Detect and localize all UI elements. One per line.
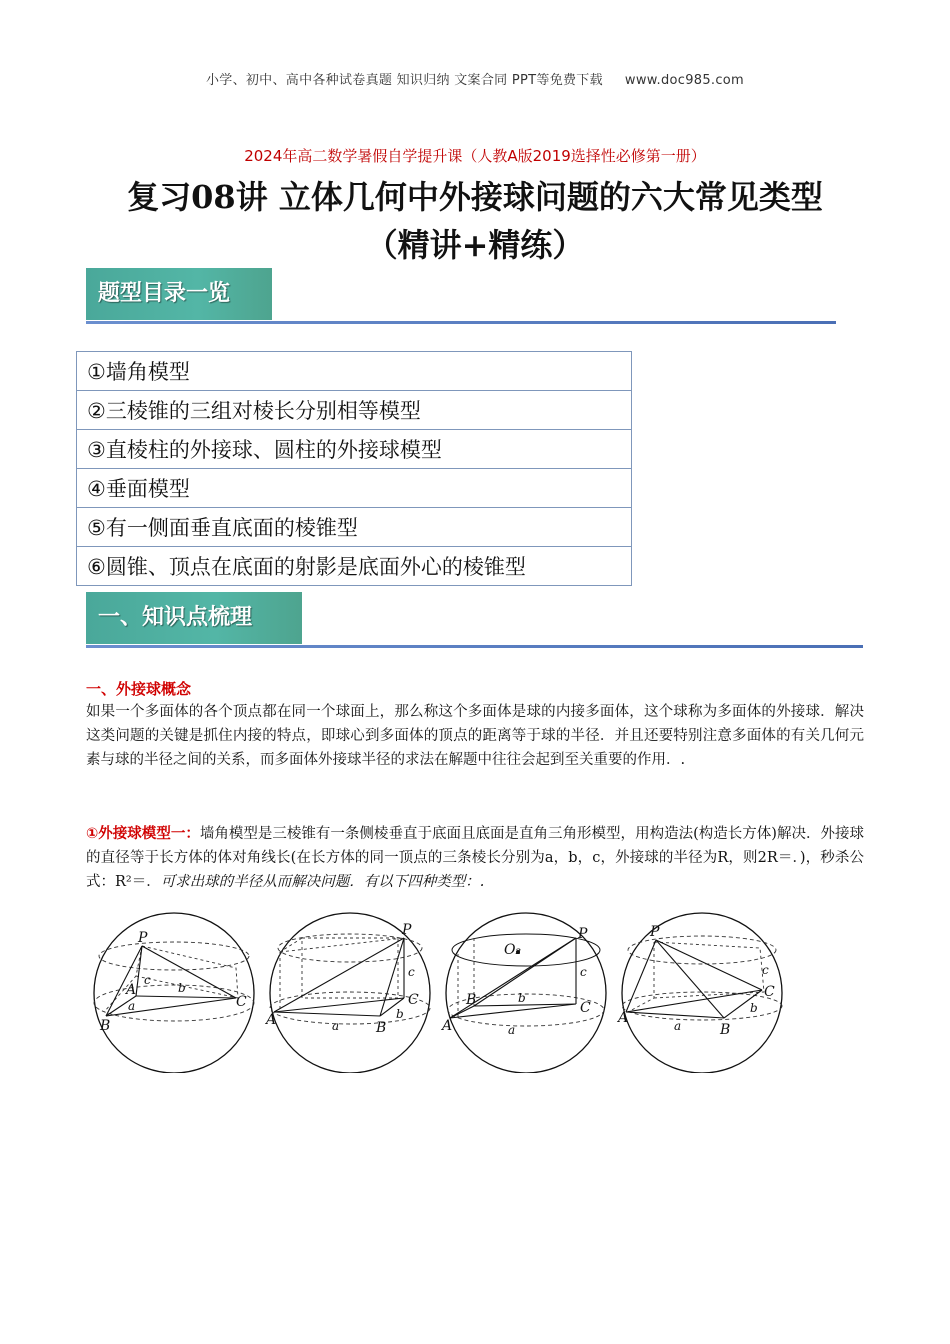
label-b: b bbox=[518, 991, 526, 1005]
divider-rule bbox=[86, 645, 863, 648]
section-heading: 一、外接球概念 bbox=[86, 680, 192, 698]
label-P: P bbox=[138, 930, 148, 946]
edge-PC bbox=[142, 946, 236, 998]
label-C: C bbox=[764, 984, 775, 1000]
divider-rule bbox=[86, 321, 836, 324]
label-O2: O₂ bbox=[504, 942, 522, 958]
edge-AC bbox=[136, 996, 236, 998]
edge-AC bbox=[274, 998, 404, 1012]
label-C: C bbox=[580, 1000, 591, 1016]
label-B: B bbox=[720, 1022, 731, 1038]
box-edge bbox=[654, 942, 764, 992]
banner-toc: 题型目录一览 bbox=[86, 268, 272, 320]
label-c: c bbox=[408, 965, 415, 979]
figure-row bbox=[86, 908, 796, 1073]
toc-row bbox=[77, 547, 632, 586]
toc-row bbox=[77, 352, 632, 391]
label-A: A bbox=[266, 1012, 277, 1028]
equator-circle bbox=[94, 985, 254, 1021]
edge-BC bbox=[106, 998, 236, 1016]
label-A: A bbox=[126, 982, 137, 998]
site-url-link[interactable]: www.doc985.com bbox=[624, 73, 745, 88]
edge-AC bbox=[626, 990, 762, 1012]
model1-label: ①外接球模型一： bbox=[86, 826, 200, 842]
banner-knowledge: 一、知识点梳理 bbox=[86, 592, 302, 644]
label-C: C bbox=[408, 992, 419, 1008]
upper-circle bbox=[628, 936, 776, 964]
label-A: A bbox=[442, 1018, 453, 1034]
model1-text: 墙角模型是三棱锥有一条侧棱垂直于底面且底面是直角三角形模型，用构造法(构造长方体)解决．外接球的直径等于长方体的体对角线长(在长方体的同一顶点的三条棱长分别为a，b，c，外接球的半径为R，则2R＝．)，秒杀公式：R²＝． bbox=[86, 826, 864, 890]
label-a: a bbox=[674, 1019, 682, 1033]
sphere-figure-1 bbox=[86, 908, 262, 1073]
toc-row bbox=[77, 469, 632, 508]
toc-row bbox=[77, 430, 632, 469]
label-A: A bbox=[618, 1010, 629, 1026]
sphere-figure-4 bbox=[614, 908, 790, 1073]
label-a: a bbox=[508, 1023, 516, 1037]
site-header-text: 小学、初中、高中各种试卷真题 知识归纳 文案合同 PPT等免费下载 bbox=[205, 73, 603, 88]
label-b: b bbox=[750, 1001, 758, 1015]
toc-table bbox=[76, 351, 632, 586]
edge-AB bbox=[626, 1012, 724, 1018]
equator-circle bbox=[270, 992, 430, 1024]
page-title: 复习08讲 立体几何中外接球问题的六大常见类型 bbox=[127, 178, 823, 216]
page-title-sub: （精讲+精练） bbox=[365, 226, 585, 264]
label-a: a bbox=[332, 1019, 340, 1033]
section-paragraph: 如果一个多面体的各个顶点都在同一个球面上，那么称这个多面体是球的内接多面体，这个球称为多面体的外接球．解决这类问题的关键是抓住内接的特点，即球心到多面体的顶点的距离等于球的半径．并且还要特别注意多面体的有关几何元素与球的半径之间的关系，而多面体外接球半径的求法在解题中往往会起到至关重要的作用．. bbox=[86, 704, 864, 768]
label-c: c bbox=[762, 963, 769, 977]
edge-PB bbox=[656, 940, 724, 1018]
edge-AB bbox=[274, 1012, 380, 1016]
toc-row bbox=[77, 391, 632, 430]
toc-item: ③直棱柱的外接球、圆柱的外接球模型 bbox=[77, 430, 632, 469]
box-edge bbox=[136, 976, 238, 998]
toc-item: ④垂面模型 bbox=[77, 469, 632, 508]
box-edge bbox=[280, 938, 404, 952]
label-P: P bbox=[402, 922, 412, 938]
edge-PB bbox=[106, 946, 142, 1016]
box-back bbox=[302, 938, 398, 998]
course-subtitle: 2024年高二数学暑假自学提升课（人教A版2019选择性必修第一册） bbox=[244, 147, 706, 165]
toc-item: ⑤有一侧面垂直底面的棱锥型 bbox=[77, 508, 632, 547]
label-B: B bbox=[100, 1018, 111, 1034]
edge-PA bbox=[626, 940, 656, 1012]
label-c: c bbox=[144, 973, 151, 987]
toc-item: ①墙角模型 bbox=[77, 352, 632, 391]
equator-circle bbox=[622, 992, 782, 1020]
label-P: P bbox=[578, 926, 588, 942]
label-P: P bbox=[650, 924, 660, 940]
label-b: b bbox=[396, 1007, 404, 1021]
sphere-figure-2 bbox=[262, 908, 438, 1073]
label-b: b bbox=[178, 981, 186, 995]
label-a: a bbox=[128, 999, 136, 1013]
label-B: B bbox=[376, 1020, 387, 1036]
sphere-figure-3 bbox=[438, 908, 614, 1073]
toc-item: ②三棱锥的三组对棱长分别相等模型 bbox=[77, 391, 632, 430]
model1-italic-text: 可求出球的半径从而解决问题．有以下四种类型：. bbox=[160, 874, 485, 890]
toc-item: ⑥圆锥、顶点在底面的射影是底面外心的棱锥型 bbox=[77, 547, 632, 586]
label-B: B bbox=[466, 992, 477, 1008]
site-header bbox=[0, 69, 950, 88]
label-C: C bbox=[236, 994, 247, 1010]
label-c: c bbox=[580, 965, 587, 979]
model1-paragraph bbox=[86, 822, 864, 894]
toc-row bbox=[77, 508, 632, 547]
